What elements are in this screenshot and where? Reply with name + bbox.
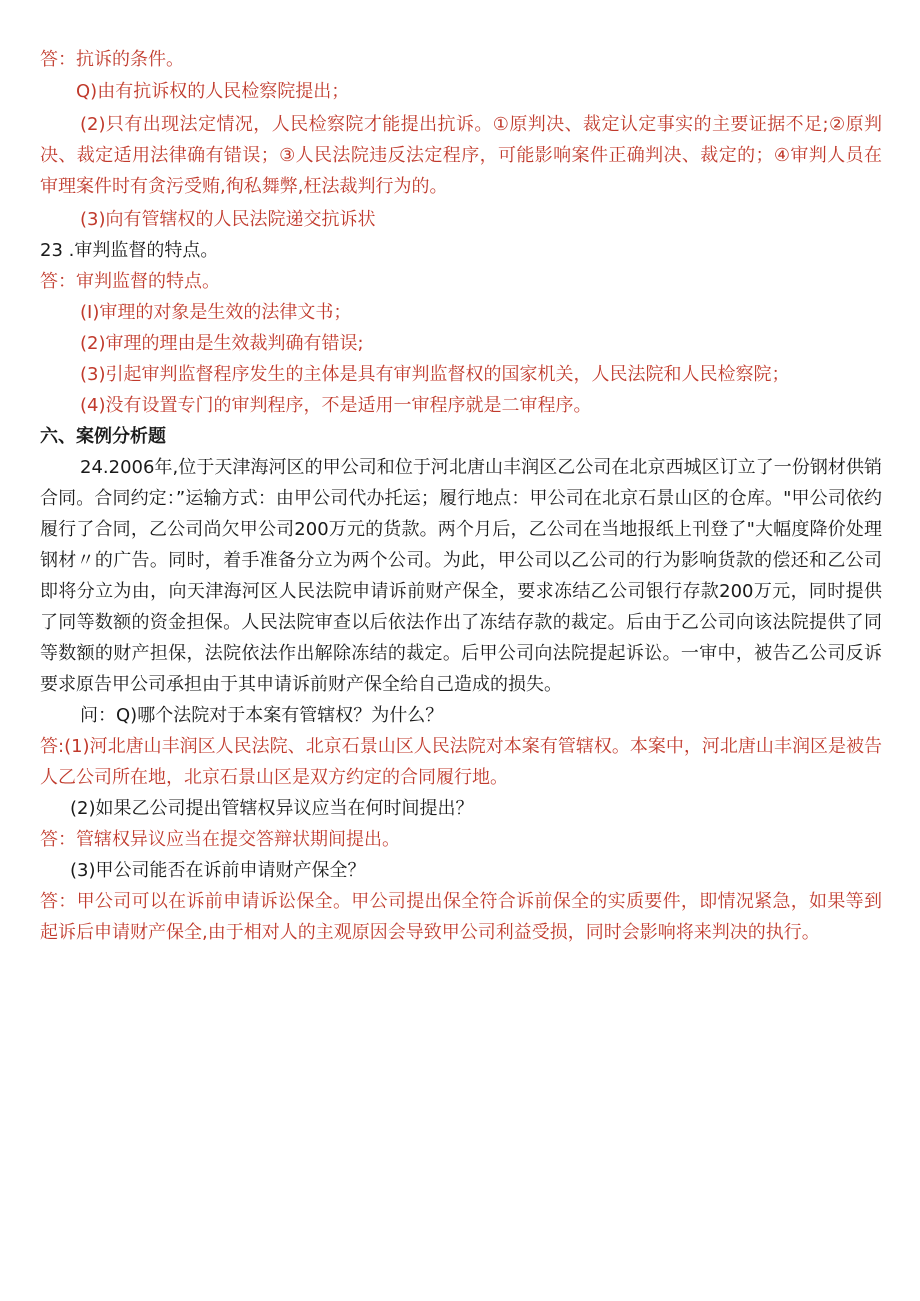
- answer-item-3: (3)向有管辖权的人民法院递交抗诉状: [80, 209, 376, 230]
- answer-23-item-3: (3)引起审判监督程序发生的主体是具有审判监督权的国家机关，人民法院和人民检察院；: [80, 364, 790, 385]
- answer-23-item-1: (I)审理的对象是生效的法律文书；: [80, 302, 352, 323]
- question-24-2: (2)如果乙公司提出管辖权异议应当在何时间提出？: [70, 798, 474, 819]
- answer-24-3: 答：甲公司可以在诉前申请诉讼保全。甲公司提出保全符合诉前保全的实质要件，即情况紧急，如果等到起诉后申请财产保全,由于相对人的主观原因会导致甲公司利益受损，同时会影响将来判决的执行。: [40, 891, 882, 943]
- question-24-3: (3)甲公司能否在诉前申请财产保全？: [70, 860, 366, 881]
- answer-23: 答：审判监督的特点。: [40, 271, 220, 292]
- section-heading: 六、案例分析题: [40, 426, 166, 447]
- answer-23-item-4: (4)没有设置专门的审判程序，不是适用一审程序就是二审程序。: [80, 395, 592, 416]
- question-23: 23 .审判监督的特点。: [40, 240, 219, 261]
- answer-item-2: (2)只有出现法定情况，人民检察院才能提出抗诉。①原判决、裁定认定事实的主要证据不足;②原判决、裁定适用法律确有错误；③人民法院违反法定程序，可能影响案件正确判决、裁定的；④审判人员在审理案件时有贪污受贿,徇私舞弊,枉法裁判行为的。: [40, 114, 882, 197]
- answer-line: 答：抗诉的条件。: [40, 49, 184, 70]
- answer-24-1: 答:(1)河北唐山丰润区人民法院、北京石景山区人民法院对本案有管辖权。本案中，河北唐山丰润区是被告人乙公司所在地，北京石景山区是双方约定的合同履行地。: [40, 736, 882, 788]
- answer-24-2: 答：管辖权异议应当在提交答辩状期间提出。: [40, 829, 400, 850]
- question-24-1: 问：Q)哪个法院对于本案有管辖权？为什么？: [80, 705, 444, 726]
- answer-23-item-2: (2)审理的理由是生效裁判确有错误;: [80, 333, 364, 354]
- case-paragraph: 24.2006年,位于天津海河区的甲公司和位于河北唐山丰润区乙公司在北京西城区订立了一份钢材供销合同。合同约定：”运输方式：由甲公司代办托运；履行地点：甲公司在北京石景山区的仓库。"甲公司依约履行了合同，乙公司尚欠甲公司200万元的货款。两个月后，乙公司在当地报纸上刊登了"大幅度降价处理钢材〃的广告。同时，着手准备分立为两个公司。为此，甲公司以乙公司的行为影响货款的偿还和乙公司即将分立为由，向天津海河区人民法院申请诉前财产保全，要求冻结乙公司银行存款200万元，同时提供了同等数额的资金担保。人民法院审查以后依法作出了冻结存款的裁定。后由于乙公司向该法院提供了同等数额的财产担保，法院依法作出解除冻结的裁定。后甲公司向法院提起诉讼。一审中，被告乙公司反诉要求原告甲公司承担由于其申请诉前财产保全给自己造成的损失。: [40, 457, 882, 695]
- answer-item-1: Q)由有抗诉权的人民检察院提出；: [76, 81, 350, 102]
